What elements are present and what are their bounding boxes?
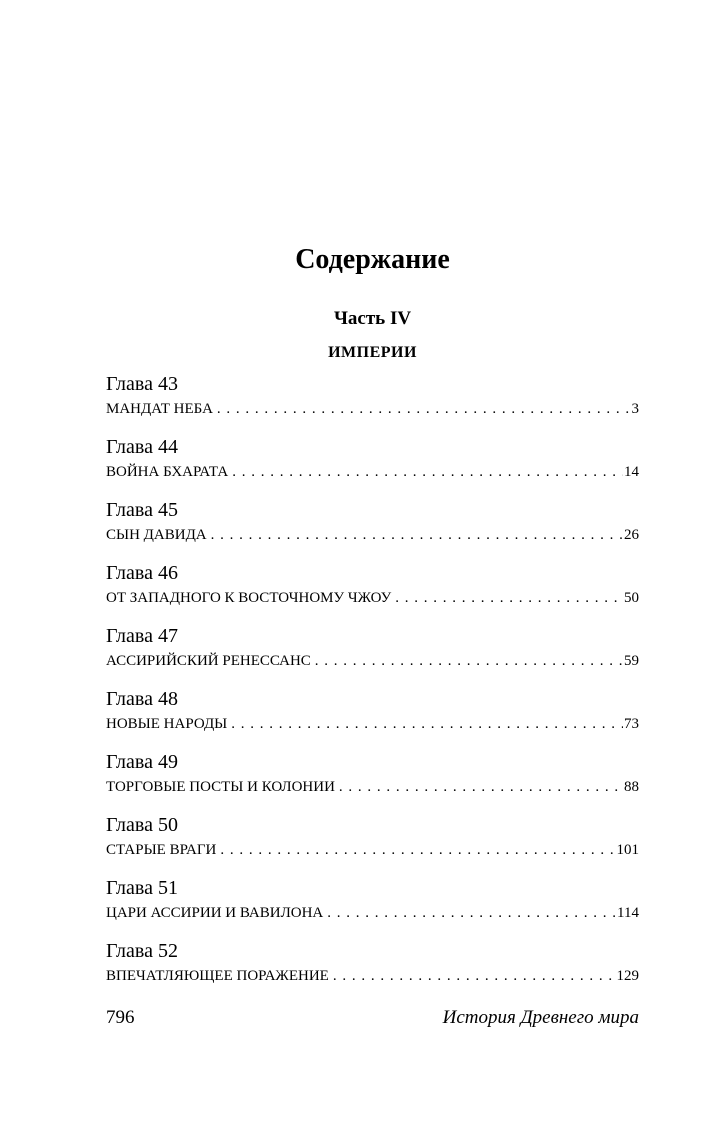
chapter-title-line [106,524,639,547]
page-footer [106,1006,639,1030]
chapter-title: ОТ ЗАПАДНОГО К ВОСТОЧНОМУ ЧЖОУ [106,590,392,606]
part-subheading: ИМПЕРИИ [328,344,417,361]
chapter-title-line [106,965,639,988]
chapter-number: Глава 48 [106,688,178,710]
toc-entry [106,371,639,421]
toc-entry [106,938,639,988]
toc-entry [106,623,639,673]
chapter-page-number: 129 [616,968,639,984]
chapter-title: ТОРГОВЫЕ ПОСТЫ И КОЛОНИИ [106,779,335,795]
dot-leader [220,839,615,862]
dot-leader [231,713,623,736]
chapter-title: АССИРИЙСКИЙ РЕНЕССАНС [106,653,311,669]
chapter-title: ЦАРИ АССИРИИ И ВАВИЛОНА [106,905,324,921]
running-book-title: История Древнего мира [442,1007,639,1028]
toc-entry [106,497,639,547]
toc-entry [106,686,639,736]
toc-entry [106,434,639,484]
dot-leader [232,461,623,484]
chapter-number: Глава 46 [106,562,178,584]
page-title: Содержание [295,244,450,275]
chapter-page-number: 114 [617,905,639,921]
chapter-title-line [106,839,639,862]
chapter-title-line [106,461,639,484]
toc-entry [106,875,639,925]
folio-page-number: 796 [106,1007,135,1028]
chapter-title-line [106,587,639,610]
chapter-page-number: 26 [624,527,639,543]
dot-leader [211,524,623,547]
toc-entry [106,812,639,862]
chapter-title: ВОЙНА БХАРАТА [106,464,229,480]
chapter-page-number: 59 [624,653,639,669]
toc-entry [106,560,639,610]
dot-leader [339,776,623,799]
chapter-page-number: 73 [624,716,639,732]
chapter-number: Глава 50 [106,814,178,836]
dot-leader [327,902,616,925]
chapter-number: Глава 43 [106,373,178,395]
chapter-title: МАНДАТ НЕБА [106,401,213,417]
dot-leader [333,965,616,988]
chapter-page-number: 50 [624,590,639,606]
chapter-page-number: 101 [616,842,639,858]
chapter-title-line [106,650,639,673]
chapter-title-line [106,776,639,799]
table-of-contents [106,371,639,988]
chapter-title: НОВЫЕ НАРОДЫ [106,716,228,732]
part-heading: Часть IV [333,308,412,329]
dot-leader [315,650,623,673]
chapter-page-number: 3 [631,401,639,417]
toc-entry [106,749,639,799]
chapter-number: Глава 44 [106,436,178,458]
chapter-title: ВПЕЧАТЛЯЮЩЕЕ ПОРАЖЕНИЕ [106,968,329,984]
chapter-title: СЫН ДАВИДА [106,527,207,543]
chapter-title-line [106,398,639,421]
chapter-title: СТАРЫЕ ВРАГИ [106,842,217,858]
chapter-page-number: 88 [624,779,639,795]
chapter-page-number: 14 [624,464,639,480]
chapter-number: Глава 49 [106,751,178,773]
dot-leader [217,398,631,421]
chapter-title-line [106,902,639,925]
chapter-number: Глава 45 [106,499,178,521]
chapter-number: Глава 52 [106,940,178,962]
toc-content [106,0,639,1001]
dot-leader [395,587,623,610]
chapter-number: Глава 51 [106,877,178,899]
chapter-title-line [106,713,639,736]
chapter-number: Глава 47 [106,625,178,647]
